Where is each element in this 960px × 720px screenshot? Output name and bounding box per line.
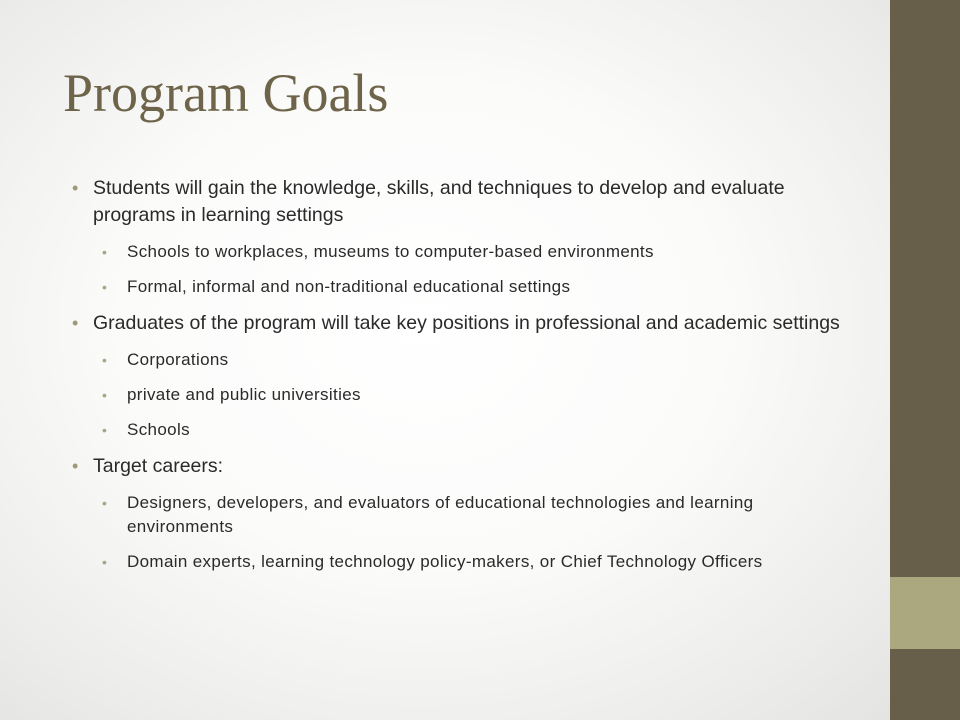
sub-bullet-item [70,383,840,407]
sub-bullet-item [70,550,840,574]
bullet-dot-icon: • [102,244,108,260]
slide-title: Program Goals [63,63,389,123]
bullet-item [70,453,840,480]
sidebar-band-bottom [890,649,960,720]
decorative-sidebar [890,0,960,720]
sub-bullet-text: Schools to workplaces, museums to computer-based environments [127,242,654,261]
sub-bullet-text: Domain experts, learning technology policy-makers, or Chief Technology Officers [127,552,763,571]
bullet-dot-icon: • [102,279,108,295]
sub-bullet-text: Corporations [127,350,229,369]
bullet-dot-icon: • [72,456,79,476]
bullet-text: Graduates of the program will take key positions in professional and academic settings [93,312,840,334]
bullet-text: Students will gain the knowledge, skills, and techniques to develop and evaluate programs in learning settings [93,177,785,226]
bullet-dot-icon: • [72,313,79,333]
sub-bullet-item [70,348,840,372]
sidebar-band-accent [890,577,960,649]
sub-bullet-item [70,240,840,264]
bullet-dot-icon: • [102,352,108,368]
bullet-item [70,310,840,337]
sub-bullet-item [70,275,840,299]
sub-bullet-text: Designers, developers, and evaluators of educational technologies and learning environments [127,493,754,536]
bullet-item [70,175,840,229]
sub-bullet-text: Schools [127,420,190,439]
bullet-dot-icon: • [102,554,108,570]
bullet-dot-icon: • [72,178,79,198]
bullet-text: Target careers: [93,455,224,477]
bullet-dot-icon: • [102,387,108,403]
sub-bullet-item [70,418,840,442]
bullet-dot-icon: • [102,495,108,511]
sub-bullet-text: Formal, informal and non-traditional educational settings [127,277,571,296]
sub-bullet-text: private and public universities [127,385,361,404]
bullet-dot-icon: • [102,422,108,438]
sub-bullet-item [70,491,840,539]
sidebar-band-top [890,0,960,577]
bullet-list [70,175,840,585]
